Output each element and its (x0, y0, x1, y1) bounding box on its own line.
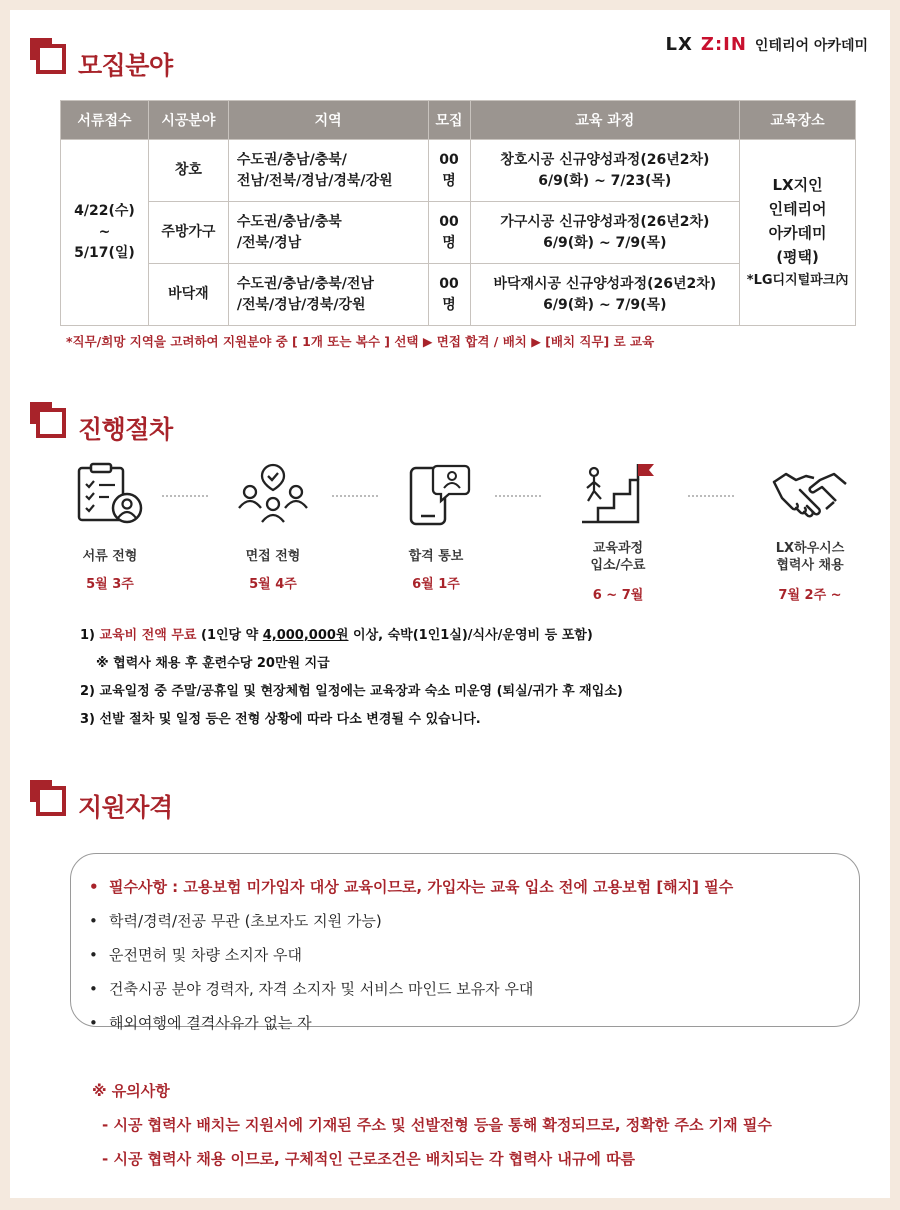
location-line: 인테리어 (768, 199, 827, 218)
table-row (61, 202, 856, 264)
step-when: 6월 1주 (412, 577, 460, 592)
item-text: 학력/경력/전공 무관 (초보자도 지원 가능) (109, 912, 382, 930)
step-label: 서류 전형 (82, 549, 138, 564)
course-cell (470, 140, 740, 202)
course-name: 가구시공 신규양성과정(26년2차) (500, 213, 710, 230)
step-label (558, 540, 678, 574)
region-cell (228, 202, 428, 264)
process-step (213, 462, 333, 592)
table-header: 지역 (228, 101, 428, 140)
note-1-mid: (1인당 약 (196, 628, 263, 643)
count-cell: 00명 (428, 202, 470, 264)
region-line: /전북/경남/경북/강원 (236, 296, 366, 313)
section-title-process: 진행절차 (78, 415, 173, 444)
location-line: 아카데미 (768, 223, 827, 242)
section-marker-icon (30, 780, 66, 816)
item-text: 해외여행에 결격사유가 없는 자 (109, 1014, 312, 1032)
handshake-icon (770, 462, 850, 526)
step-divider (332, 495, 378, 497)
table-header: 서류접수 (61, 101, 149, 140)
course-cell (470, 264, 740, 326)
note-2: 2) 교육일정 중 주말/공휴일 및 현장체험 일정에는 교육장과 숙소 미운영 (퇴실/귀가 후 재입소) (80, 684, 623, 699)
step-when: 6 ~ 7월 (592, 588, 644, 603)
location-line: LX지인 (772, 175, 823, 194)
course-name: 바닥재시공 신규양성과정(26년2차) (493, 275, 717, 292)
location-line: (평택) (776, 247, 819, 266)
qualification-box (70, 853, 860, 1032)
table-header: 시공분야 (148, 101, 228, 140)
recruit-table (60, 100, 856, 326)
bullet: • (89, 980, 98, 998)
course-dates: 6/9(화) ~ 7/9(목) (543, 296, 667, 313)
table-header: 교육장소 (740, 101, 856, 140)
course-cell (470, 202, 740, 264)
process-step (50, 462, 170, 592)
region-line: 수도권/충남/충북/ (236, 151, 347, 168)
table-header: 모집 (428, 101, 470, 140)
item-text: 건축시공 분야 경력자, 자격 소지자 및 서비스 마인드 보유자 우대 (109, 980, 534, 998)
step-label: 면접 전형 (245, 549, 301, 564)
logo-lx: LX (665, 34, 693, 55)
step-when: 7월 2주 ~ (778, 588, 842, 603)
step-label-line: 협력사 채용 (776, 558, 844, 573)
step-label-line: LX하우시스 (775, 541, 845, 556)
document-check-icon (73, 462, 147, 526)
page (10, 10, 890, 1198)
bullet: • (89, 912, 98, 930)
note-1-amount: 4,000,000원 (262, 628, 349, 643)
period-sep: ~ (98, 224, 111, 240)
region-cell (228, 264, 428, 326)
field-cell: 바닥재 (148, 264, 228, 326)
mobile-notification-icon (399, 462, 473, 526)
step-label (750, 540, 870, 574)
caution-line: - 시공 협력사 배치는 지원서에 기재된 주소 및 선발전형 등을 통해 확정되므로, 정확한 주소 기재 필수 (102, 1116, 772, 1134)
step-divider (688, 495, 734, 497)
period-start: 4/22(수) (74, 203, 135, 219)
process-notes (80, 622, 623, 734)
location-cell (740, 140, 856, 326)
note-3: 3) 선발 절차 및 일정 등은 전형 상황에 따라 다소 변경될 수 있습니다. (80, 712, 481, 727)
section-marker-icon (30, 38, 66, 74)
note-1-sub: ※ 협력사 채용 후 훈련수당 20만원 지급 (96, 656, 330, 671)
note-1-highlight: 교육비 전액 무료 (99, 628, 197, 643)
note-1 (80, 622, 623, 650)
application-period (61, 140, 149, 326)
step-when: 5월 3주 (86, 577, 134, 592)
process-step (750, 462, 870, 603)
item-text: 운전면허 및 차량 소지자 우대 (109, 946, 302, 964)
region-line: 전남/전북/경남/경북/강원 (236, 172, 393, 189)
list-item (89, 938, 859, 972)
table-row (61, 264, 856, 326)
course-dates: 6/9(화) ~ 7/9(목) (543, 234, 667, 251)
note-1-rest: 이상, 숙박(1인1실)/식사/운영비 등 포함) (348, 628, 593, 643)
region-cell (228, 140, 428, 202)
field-cell: 주방가구 (148, 202, 228, 264)
course-name: 창호시공 신규양성과정(26년2차) (500, 151, 710, 168)
interview-group-icon (236, 462, 310, 526)
caution-title: ※ 유의사항 (92, 1082, 170, 1100)
recruit-note: *직무/희망 지역을 고려하여 지원분야 중 [ 1개 또는 복수 ] 선택 ▶ 면접 합격 / 배치 ▶ [배치 직무] 로 교육 (66, 334, 655, 349)
caution-block (92, 1074, 772, 1176)
region-line: 수도권/충남/충북 (236, 213, 342, 230)
list-item (89, 1006, 859, 1040)
table-header-row (61, 101, 856, 140)
brand-logo (666, 34, 868, 55)
table-row (61, 140, 856, 202)
section-title-qualification: 지원자격 (78, 793, 173, 822)
caution-line: - 시공 협력사 채용 이므로, 구체적인 근로조건은 배치되는 각 협력사 내규에 따름 (102, 1150, 636, 1168)
stairs-flag-icon (578, 462, 658, 526)
list-item (89, 870, 859, 904)
logo-zin: Z:IN (700, 34, 747, 55)
count-cell: 00명 (428, 140, 470, 202)
step-label-line: 교육과정 (592, 541, 644, 556)
step-label: 합격 통보 (408, 549, 464, 564)
logo-academy: 인테리어 아카데미 (754, 37, 868, 54)
field-cell: 창호 (148, 140, 228, 202)
bullet: • (89, 1014, 98, 1032)
bullet: • (89, 946, 98, 964)
list-item (89, 904, 859, 938)
process-step (558, 462, 678, 603)
note-1-prefix: 1) (80, 628, 100, 643)
section-title-recruit: 모집분야 (78, 51, 173, 80)
step-divider (495, 495, 541, 497)
item-text: 필수사항 : 고용보험 미가입자 대상 교육이므로, 가입자는 교육 입소 전에 고용보험 [해지] 필수 (109, 878, 734, 896)
section-marker-icon (30, 402, 66, 438)
bullet: • (89, 878, 99, 896)
region-line: 수도권/충남/충북/전남 (236, 275, 374, 292)
table-header: 교육 과정 (470, 101, 740, 140)
course-dates: 6/9(화) ~ 7/23(목) (538, 172, 672, 189)
count-cell: 00명 (428, 264, 470, 326)
period-end: 5/17(일) (74, 245, 135, 261)
process-step (376, 462, 496, 592)
step-label-line: 입소/수료 (590, 558, 646, 573)
location-line: *LG디지털파크內 (746, 272, 849, 288)
region-line: /전북/경남 (236, 234, 302, 251)
list-item (89, 972, 859, 1006)
step-when: 5월 4주 (249, 577, 297, 592)
